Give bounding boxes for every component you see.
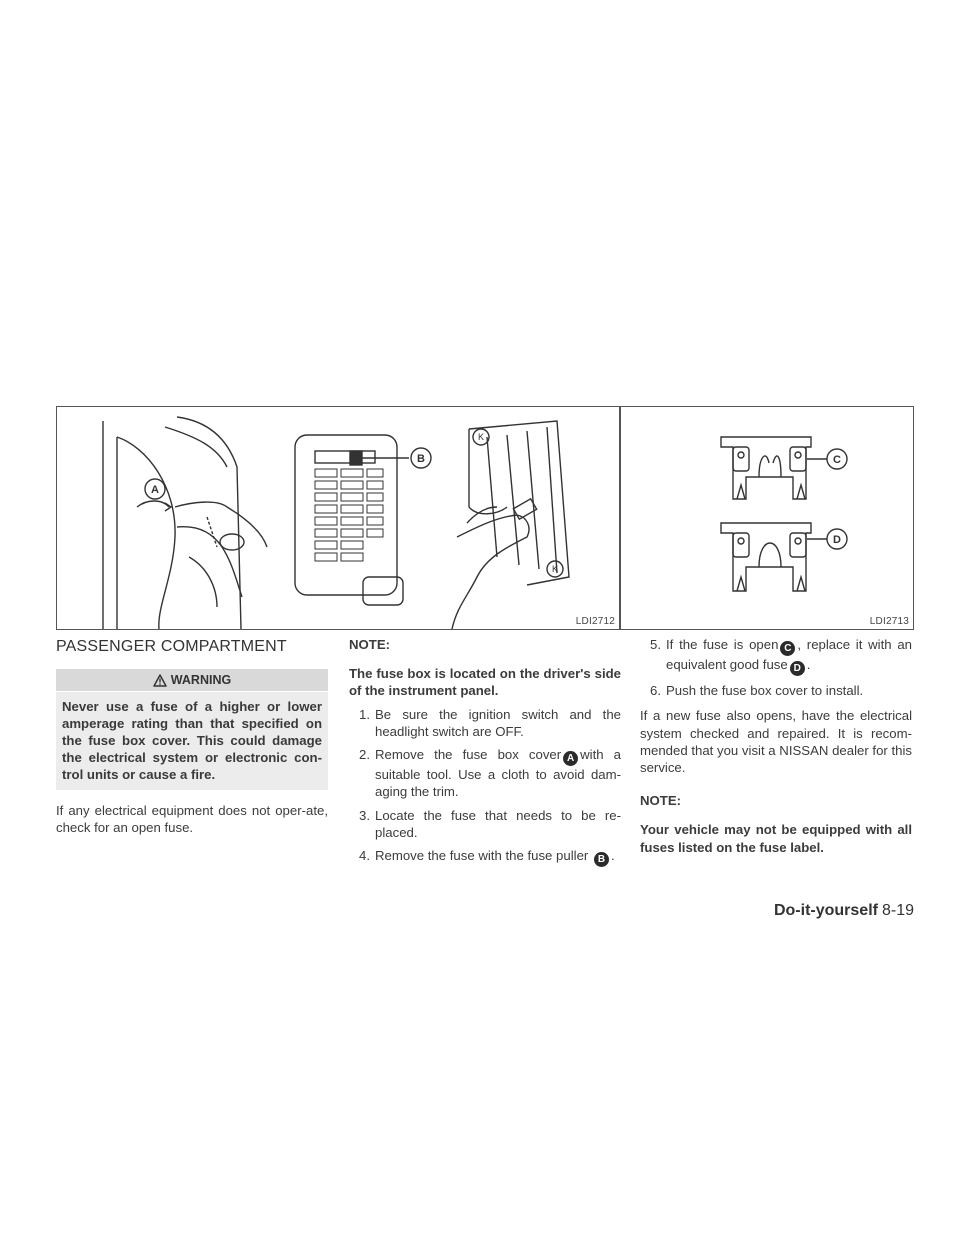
section-name: Do-it-yourself: [773, 902, 878, 919]
callout-c: C: [833, 454, 841, 466]
step-text: Push the fuse box cover to install.: [666, 683, 864, 699]
intro-paragraph: If any electrical equipment does not oper-ate, check for an open fuse.: [56, 803, 328, 836]
step-text: [375, 847, 621, 867]
service-paragraph: If a new fuse also opens, have the electrical system checked and repaired. It is recom-mended that you visit a NISSAN dealer for this service.: [640, 708, 912, 775]
step-text-part: Remove the fuse with the fuse puller: [375, 847, 589, 863]
step-text-part: with a suitable tool. Use a cloth to avoid dam-aging the trim.: [375, 747, 622, 800]
step-text: [666, 636, 912, 676]
step-text-part: Remove the fuse box cover: [375, 747, 562, 763]
step-number: 1.: [359, 706, 370, 722]
warning-triangle-icon: [153, 674, 167, 687]
step-text-part: .: [610, 847, 615, 863]
step-number: 3.: [359, 807, 370, 823]
fuse-box-illustration: [56, 406, 620, 630]
svg-text:K: K: [478, 432, 485, 442]
column-2: [349, 636, 621, 867]
callout-badge-b: B: [594, 852, 609, 867]
column-3: [640, 636, 912, 856]
warning-header: [56, 669, 328, 691]
column-1: [56, 636, 328, 837]
warning-text: Never use a fuse of a higher or lower amperage rating than that specified on the fuse box cover. This could damage the electrical system or electronic con-trol units or cause a fire.: [56, 692, 328, 790]
warning-title: WARNING: [170, 672, 232, 687]
figure-code-left: LDI2712: [575, 616, 615, 627]
callout-b: B: [417, 453, 425, 465]
step-text-part: , replace it with an equivalent good fuse: [666, 637, 912, 673]
step-item: [349, 706, 621, 740]
note-label: NOTE:: [640, 793, 682, 809]
step-text: [375, 746, 621, 801]
svg-text:K: K: [552, 564, 559, 574]
note-label: NOTE:: [349, 637, 391, 652]
step-number: 4.: [359, 847, 370, 863]
step-item: [349, 847, 621, 867]
step-number: 6.: [650, 683, 661, 699]
step-item: [640, 636, 912, 676]
figure-code-right: LDI2713: [869, 616, 909, 627]
callout-badge-c: C: [780, 641, 795, 656]
note-text: Your vehicle may not be equipped with all fuses listed on the fuse label.: [640, 822, 912, 855]
fuse-box-drawing: [57, 407, 620, 630]
note-text: The fuse box is located on the driver's side of the instrument panel.: [349, 666, 621, 699]
step-item: [349, 746, 621, 801]
step-number: 2.: [359, 747, 370, 763]
step-item: [349, 807, 621, 841]
step-number: 5.: [650, 637, 661, 652]
step-text: Be sure the ignition switch and the headlight switch are OFF.: [375, 706, 621, 739]
fuse-comparison-drawing: [621, 407, 914, 630]
page-footer: [774, 902, 914, 920]
step-text-part: If the fuse is open: [666, 637, 779, 652]
step-item: [640, 682, 912, 699]
step-text: Locate the fuse that needs to be re-placed.: [375, 807, 621, 840]
callout-a: A: [151, 484, 159, 496]
page-number: 8-19: [881, 902, 914, 919]
fuse-comparison-illustration: [620, 406, 914, 630]
step-text-part: .: [806, 657, 811, 673]
callout-badge-d: D: [790, 661, 805, 676]
callout-badge-a: A: [563, 751, 578, 766]
section-heading: PASSENGER COMPARTMENT: [56, 638, 287, 655]
callout-d: D: [833, 534, 841, 546]
